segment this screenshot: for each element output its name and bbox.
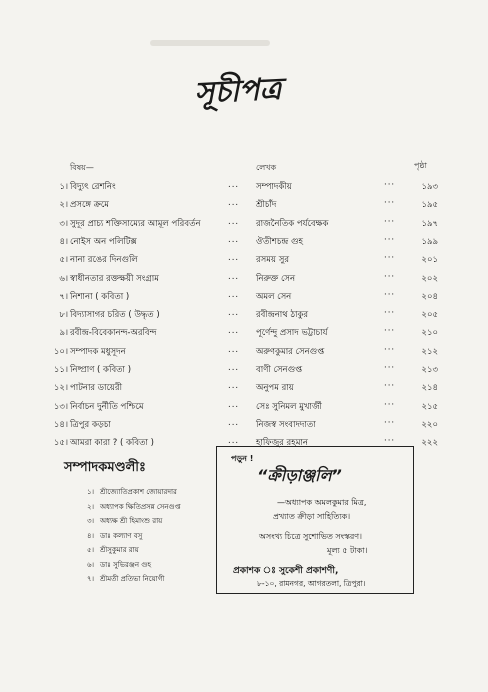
editor-name: শ্রীমতী প্রতিভা নিয়োগী <box>100 575 165 583</box>
toc-leader-dots: ··· <box>384 271 396 282</box>
editor-item <box>78 501 181 514</box>
toc-row <box>0 308 488 326</box>
toc-leader-dots: ... <box>228 436 240 447</box>
ad-description: প্রখ্যাত ক্রীড়া সাহিত্যিক। <box>273 512 351 521</box>
toc-subject: সম্পাদক মধুসূদন <box>70 346 126 357</box>
toc-author: হাফিজুর রহমান <box>256 438 308 449</box>
ad-author: —অধ্যাপক অমলকুমার মিত্র, <box>277 498 367 507</box>
toc-leader-dots: ··· <box>384 417 396 428</box>
toc-author: রবীন্দ্রনাথ ঠাকুর <box>256 310 309 321</box>
toc-subject: সুদূর প্রাচ্য শক্তিসাম্যের আমূল পরিবর্তন <box>70 218 201 229</box>
toc-leader-dots: ··· <box>384 234 396 245</box>
toc-row <box>0 198 488 216</box>
toc-number: ৫। <box>59 255 68 266</box>
toc-author: অনুপম রায় <box>256 383 294 394</box>
editor-name: শ্রীসুকুমার রায় <box>100 546 139 554</box>
toc-author: সেঃ সুনিমল মুখার্জী <box>256 401 322 412</box>
toc-number: ১১। <box>53 365 68 375</box>
toc-leader-dots: ··· <box>384 381 396 392</box>
toc-page-number: ২১৪ <box>421 383 438 394</box>
toc-page-number: ২১০ <box>421 328 438 339</box>
toc-page-number: ২২২ <box>421 438 438 449</box>
toc-subject: পাটনার ডায়েরী <box>70 383 123 394</box>
toc-row <box>0 180 488 198</box>
toc-number: ১৫। <box>53 438 68 449</box>
toc-page-number: ২০১ <box>421 255 438 266</box>
toc-page-number: ২১৩ <box>421 365 438 375</box>
toc-row <box>0 235 488 253</box>
toc-row <box>0 400 488 418</box>
toc-author: অরুণকুমার সেনগুপ্ত <box>256 346 325 357</box>
toc-page-number: ১৯৩ <box>421 182 438 192</box>
toc-subject: নিশানা ( কবিতা ) <box>70 291 130 302</box>
toc-leader-dots: ··· <box>384 363 396 373</box>
toc-page-number: ২১২ <box>421 346 438 357</box>
toc-page-number: ২২০ <box>421 419 438 430</box>
toc-row <box>0 253 488 271</box>
editor-name: শ্রীজ্যোতিপ্রকাশ জোয়ারদার <box>100 488 177 496</box>
editor-name: অধ্যাপক ক্ষিতিপ্রসন্ন সেনগুপ্ত <box>100 502 181 511</box>
editor-item <box>78 530 142 543</box>
toc-leader-dots: ... <box>228 344 240 355</box>
toc-subject: ত্রিপুর কড়চা <box>70 419 111 430</box>
toc-author: পূর্ণেন্দু প্রসাদ ভট্টাচার্য <box>256 328 328 339</box>
header-page: পৃষ্ঠা <box>414 161 427 170</box>
toc-subject: বিদ্যাসাগর চরিত ( উদ্ধৃত ) <box>70 310 160 321</box>
toc-leader-dots: ··· <box>384 399 396 410</box>
toc-leader-dots: ... <box>228 363 240 373</box>
editor-number: ৪। <box>86 531 94 540</box>
toc-leader-dots: ··· <box>384 216 396 227</box>
toc-row <box>0 418 488 436</box>
toc-leader-dots: ... <box>228 417 240 428</box>
toc-leader-dots: ... <box>228 289 240 300</box>
editor-name: ডাঃ কল্যাণ বসু <box>100 531 143 540</box>
toc-number: ৪। <box>59 236 68 247</box>
ad-illustrated: অসংখ্য চিত্রে সুশোভিত সংস্করণ। <box>259 532 362 541</box>
toc-leader-dots: ... <box>228 216 240 227</box>
page-title: সূচীপত্র <box>193 71 283 112</box>
ad-book-title: “ক্রীড়াঞ্জলি” <box>257 466 342 485</box>
toc-leader-dots: ... <box>228 399 240 410</box>
ad-read: পড়ুন ! <box>231 454 254 463</box>
editor-number: ৭। <box>86 575 94 583</box>
toc-subject: প্রসঙ্গে ক্রমে <box>70 200 109 211</box>
toc-subject: আমরা কারা ? ( কবিতা ) <box>70 438 154 449</box>
toc-leader-dots: ··· <box>384 344 396 355</box>
toc-row <box>0 381 488 399</box>
toc-number: ১৪। <box>53 419 68 430</box>
toc-author: রাজনৈতিক পর্যবেক্ষক <box>256 218 329 229</box>
toc-leader-dots: ··· <box>384 180 396 190</box>
editor-number: ৩। <box>86 517 94 525</box>
toc-number: ৭। <box>59 291 68 302</box>
toc-author: অমল সেন <box>256 291 292 302</box>
toc-leader-dots: ··· <box>384 253 396 264</box>
print-smudge <box>150 40 270 46</box>
editor-item <box>78 486 177 499</box>
toc-author: শ্রীচাঁদ <box>256 200 277 211</box>
toc-page-number: ২০৫ <box>421 310 438 321</box>
toc-number: ১২। <box>53 383 68 394</box>
ad-price: মূল্য ৫ টাকা। <box>327 546 368 555</box>
toc-leader-dots: ... <box>228 326 240 337</box>
toc-leader-dots: ... <box>228 198 240 209</box>
toc-leader-dots: ... <box>228 253 240 264</box>
toc-number: ৯। <box>59 328 68 339</box>
toc-leader-dots: ... <box>228 271 240 282</box>
toc-author: সম্পাদকীয় <box>256 182 292 192</box>
toc-author: রসময় সুর <box>256 255 290 266</box>
toc-number: ১৩। <box>53 401 68 412</box>
editor-item <box>78 559 151 572</box>
toc-number: ৩। <box>59 218 68 229</box>
toc-subject: নোইস অন পলিটিক্স <box>70 236 137 247</box>
toc-leader-dots: ··· <box>384 308 396 319</box>
toc-row <box>0 326 488 344</box>
toc-page-number: ১৯৯ <box>421 236 438 247</box>
toc-subject: রবীন্দ্র-বিবেকানন্দ-অরবিন্দ <box>70 328 157 339</box>
toc-author: ঔতীশচন্দ্র গুহ <box>256 236 303 247</box>
toc-leader-dots: ··· <box>384 326 396 337</box>
editor-item <box>78 515 162 528</box>
toc-leader-dots: ··· <box>384 198 396 209</box>
toc-row <box>0 290 488 308</box>
editors-heading: সম্পাদকমণ্ডলীঃ <box>64 460 146 475</box>
header-author: লেখক <box>256 163 277 172</box>
toc-page-number: ১৯৭ <box>421 218 438 229</box>
toc-subject: নানা রঙের দিনগুলি <box>70 255 138 266</box>
toc-row <box>0 217 488 235</box>
toc-row <box>0 272 488 290</box>
toc-row <box>0 345 488 363</box>
toc-number: ১। <box>59 182 68 192</box>
editor-name: অধ্যক্ষ শ্রী হিমাংশু রায় <box>100 517 163 525</box>
toc-subject: নির্বাচন দুর্নীতি পশ্চিমে <box>70 401 144 412</box>
toc-subject: নিষ্প্রাণ ( কবিতা ) <box>70 365 132 375</box>
toc-number: ৮। <box>59 310 68 321</box>
editor-item <box>78 573 164 586</box>
editor-number: ৫। <box>86 546 94 554</box>
header-subject: বিষয়— <box>70 163 94 172</box>
toc-author: বাণী সেনগুপ্ত <box>256 365 303 375</box>
advertisement-box <box>216 446 414 594</box>
toc-number: ৬। <box>59 273 68 284</box>
toc-leader-dots: ... <box>228 381 240 392</box>
toc-subject: বিদ্যুৎ রেশনিং <box>70 182 116 192</box>
editor-item <box>78 544 139 557</box>
toc-subject: স্বাধীনতার রক্তক্ষয়ী সংগ্রাম <box>70 273 159 284</box>
toc-page-number: ২০৪ <box>421 291 438 302</box>
toc-page-number: ২১৫ <box>421 401 438 412</box>
toc-author: নিজস্ব সংবাদদাতা <box>256 419 316 430</box>
editor-number: ২। <box>86 502 94 511</box>
toc-author: নিরুক্ত সেন <box>256 273 296 284</box>
toc-leader-dots: ... <box>228 234 240 245</box>
editor-number: ১। <box>86 488 94 496</box>
editor-name: ডাঃ সুভিরঞ্জন গুহ <box>100 560 152 569</box>
toc-page-number: ২০২ <box>421 273 438 284</box>
toc-leader-dots: ··· <box>384 289 396 300</box>
ad-publisher: প্রকাশক ঃ সুকেশী প্রকাশণী, <box>233 566 339 576</box>
toc-leader-dots: ··· <box>384 436 396 447</box>
toc-row <box>0 363 488 381</box>
toc-leader-dots: ... <box>228 308 240 319</box>
toc-leader-dots: ... <box>228 180 240 190</box>
toc-page-number: ১৯৫ <box>421 200 438 211</box>
toc-number: ১০। <box>53 346 68 357</box>
toc-number: ২। <box>59 200 68 211</box>
ad-address: ৮-১০, রামনগর, আগরতলা, ত্রিপুরা। <box>257 579 366 588</box>
editor-number: ৬। <box>86 560 94 569</box>
